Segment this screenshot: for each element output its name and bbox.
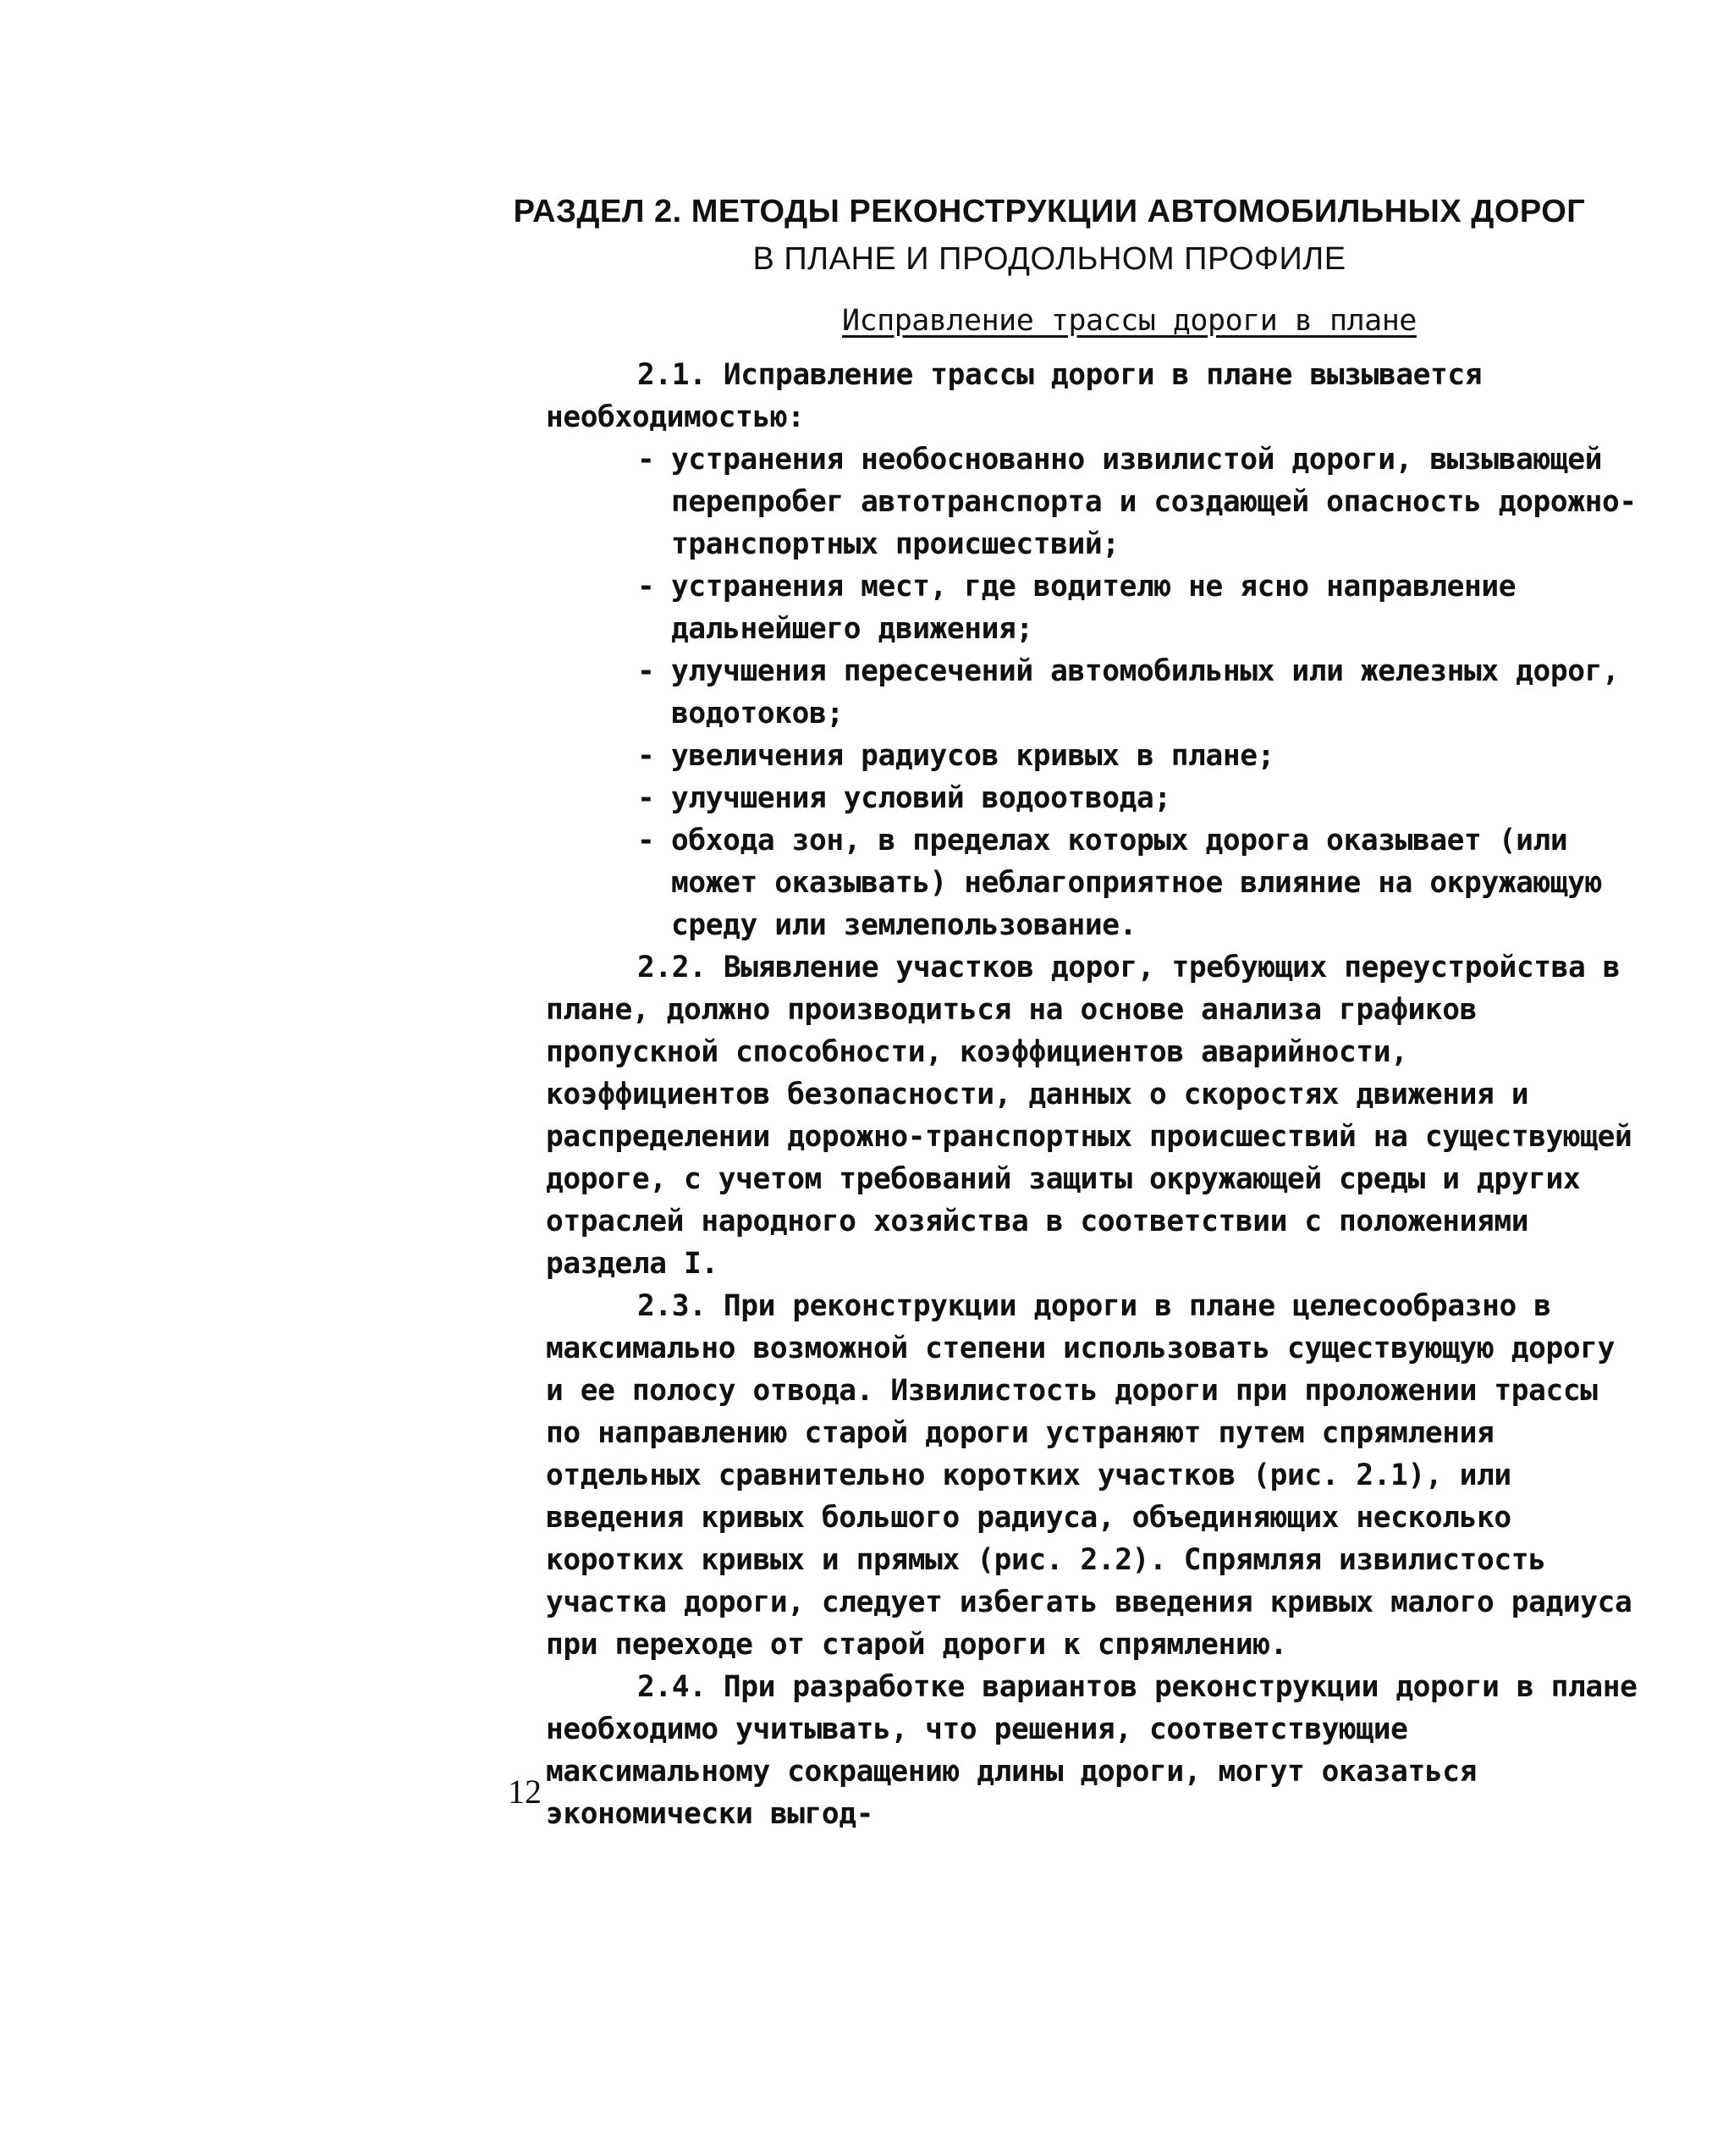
reasons-list xyxy=(546,438,1646,946)
list-item: - улучшения пересечений автомобильных или железных дорог, водотоков; xyxy=(637,654,1620,731)
section-heading-line-1: РАЗДЕЛ 2. МЕТОДЫ РЕКОНСТРУКЦИИ АВТОМОБИЛЬНЫХ ДОРОГ xyxy=(513,194,1586,229)
list-item: - улучшения условий водоотвода; xyxy=(637,781,1171,815)
paragraph-2-2: 2.2. Выявление участков дорог, требующих переустройства в плане, должно производиться на основе анализа графиков пропускной способности, коэффициентов аварийности, коэффициентов безопасности, данных о скоростях движения и распределении дорожно-транспортных происшествий на существующей дороге, с учетом требований защиты окружающей среды и других отраслей народного хозяйства в соответствии с положениями раздела I. xyxy=(546,951,1632,1281)
body-text xyxy=(546,354,1646,1835)
section-heading-line-2: В ПЛАНЕ И ПРОДОЛЬНОМ ПРОФИЛЕ xyxy=(752,241,1346,277)
paragraph-2-1-intro: 2.1. Исправление трассы дороги в плане вызывается необходимостью: xyxy=(546,358,1483,434)
page-number: 12 xyxy=(508,1773,542,1811)
subsection-title: Исправление трассы дороги в плане xyxy=(842,304,1417,338)
list-item: - обхода зон, в пределах которых дорога оказывает (или может оказывать) неблагоприятное влияние на окружающую среду или землепользование. xyxy=(637,824,1603,942)
list-item: - увеличения радиусов кривых в плане; xyxy=(637,739,1274,773)
paragraph-2-4: 2.4. При разработке вариантов реконструкции дороги в плане необходимо учитывать, что решения, соответствующие максимальному сокращению длины дороги, могут оказаться экономически выгод- xyxy=(546,1670,1638,1831)
list-item: - устранения мест, где водителю не ясно направление дальнейшего движения; xyxy=(637,570,1517,646)
section-heading xyxy=(508,188,1591,283)
list-item: - устранения необоснованно извилистой дороги, вызывающей перепробег автотранспорта и создающей опасность дорожно-транспортных происшествий; xyxy=(637,443,1637,561)
paragraph-2-3: 2.3. При реконструкции дороги в плане целесообразно в максимально возможной степени использовать существующую дорогу и ее полосу отвода. Извилистость дороги при проложении трассы по направлению старой дороги устраняют путем спрямления отдельных сравнительно коротких участков (рис. 2.1), или введения кривых большого радиуса, объединяющих несколько коротких кривых и прямых (рис. 2.2). Спрямляя извилистость участка дороги, следует избегать введения кривых малого радиуса при переходе от старой дороги к спрямлению. xyxy=(546,1289,1632,1662)
